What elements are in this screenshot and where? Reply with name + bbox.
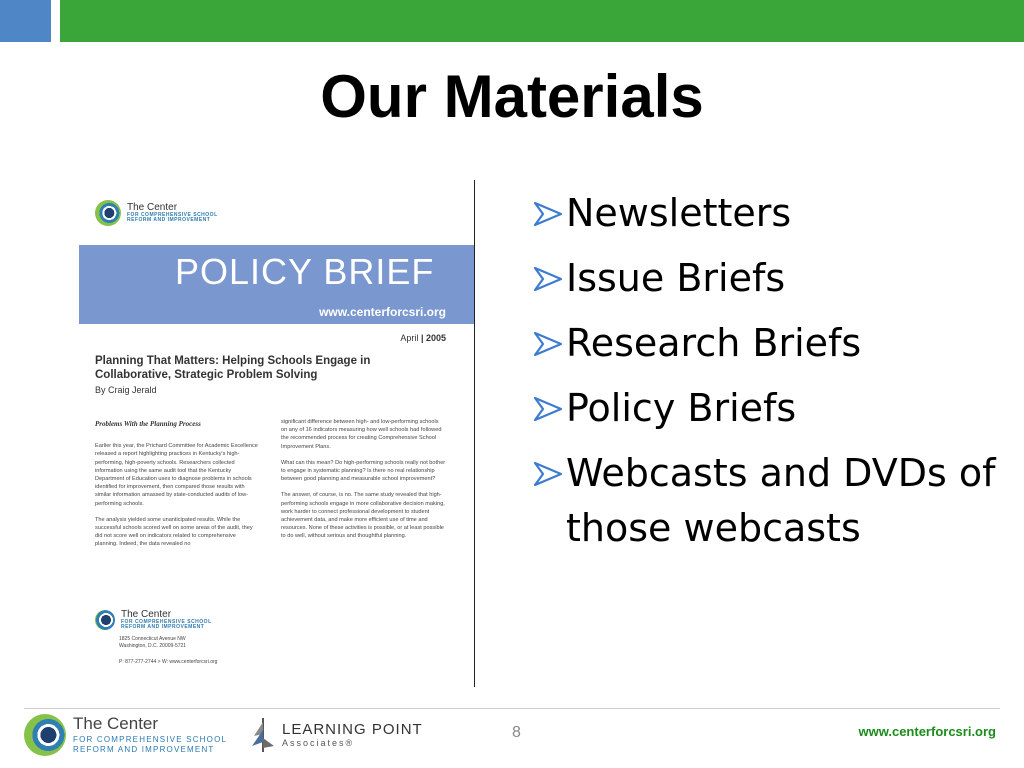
list-item-label: Webcasts and DVDs of those webcasts <box>566 451 996 550</box>
brief-paragraph: What can this mean? Do high-performing schools really not bother to engage in systematic planning? Is there no real relationship between good planning and measurable school improvement? <box>281 459 446 483</box>
footer-logo-name: The Center <box>73 714 159 733</box>
learning-point-sub: Associates® <box>282 738 355 748</box>
footer-logo-sub2: REFORM AND IMPROVEMENT <box>73 745 215 754</box>
list-item-label: Issue Briefs <box>566 256 786 300</box>
brief-paragraph: The analysis yielded some unanticipated results. While the successful schools scored well on some areas of the audit, they did not score well on indicators related to comprehensive planning. Indeed, the data revealed no <box>95 516 253 548</box>
brief-logo-sub2: REFORM AND IMPROVEMENT <box>127 217 211 223</box>
footer-divider <box>24 708 1000 709</box>
brief-header-logo <box>95 200 218 226</box>
brief-logo-sub1: FOR COMPREHENSIVE SCHOOL <box>127 212 218 218</box>
brief-subhead: Problems With the Planning Process <box>95 420 201 428</box>
slide-title: Our Materials <box>320 63 704 130</box>
brief-address <box>119 636 186 650</box>
brief-footer-logo <box>95 610 212 630</box>
policy-brief-thumbnail <box>79 190 474 670</box>
materials-list <box>533 186 1003 566</box>
list-item-label: Newsletters <box>566 191 792 235</box>
list-item-label: Policy Briefs <box>566 386 797 430</box>
list-item <box>533 186 1003 241</box>
divider-line <box>474 180 475 687</box>
arrow-bullet-icon <box>533 186 566 241</box>
brief-paragraph: Earlier this year, the Prichard Committee for Academic Excellence released a report highlighting practices in Kentucky's high-performing, high-poverty schools. Researchers collected information using the same audit tool that the Kentucky Department of Education uses to diagnose problems in schools identified for improvement, then compared those results with similar information amassed by state-conducted audits of low-performing schools. <box>95 443 258 507</box>
learning-point-name: LEARNING POINT <box>282 721 423 738</box>
list-item-label: Research Briefs <box>566 321 862 365</box>
brief-title-band <box>79 245 474 324</box>
brief-date-month: April <box>400 333 419 343</box>
center-footer-logo <box>24 714 227 756</box>
brief-author: By Craig Jerald <box>95 385 157 395</box>
brief-date: April | 2005 <box>400 333 446 343</box>
brief-right-column <box>281 418 446 549</box>
arrow-bullet-icon <box>533 381 566 436</box>
arrow-bullet-icon <box>533 251 566 306</box>
footer-logo-sub1: FOR COMPREHENSIVE SCHOOL <box>73 735 228 744</box>
brief-address-line: 1825 Connecticut Avenue NW <box>119 636 186 642</box>
brief-footer-logo-sub1: FOR COMPREHENSIVE SCHOOL <box>121 619 212 625</box>
brief-date-year: 2005 <box>425 333 446 343</box>
center-logo-icon <box>95 200 121 226</box>
brief-left-column <box>95 420 260 557</box>
page-number: 8 <box>512 724 521 741</box>
brief-paragraph: The answer, of course, is no. The same study revealed that high-performing schools engage in more collaborative decision making, work harder to connect professional development to student achievement data, and make more efficient use of time and resources. None of these activities is possible, or at least possible to do well, without serious and thoughtful planning. <box>281 492 445 540</box>
list-item <box>533 316 1003 371</box>
footer-url-link[interactable]: www.centerforcsri.org <box>858 724 996 739</box>
list-item <box>533 446 1003 556</box>
arrow-bullet-icon <box>533 446 566 501</box>
brief-headline: Planning That Matters: Helping Schools Engage in Collaborative, Strategic Problem Solving <box>95 355 371 381</box>
brief-logo-name: The Center <box>127 202 178 213</box>
list-item <box>533 251 1003 306</box>
list-item <box>533 381 1003 436</box>
brief-footer-logo-name: The Center <box>121 609 172 620</box>
arrow-bullet-icon <box>533 316 566 371</box>
brief-paragraph: significant difference between high- and low-performing schools on any of 16 indicators measuring how well schools had followed the recommended process for creating Comprehensive School Improvement Plans. <box>281 419 442 450</box>
brief-phone: P: 877-277-2744 > W: www.centerforcsri.org <box>119 659 218 665</box>
top-accent-bar-green <box>60 0 1024 42</box>
center-logo-icon <box>24 714 66 756</box>
learning-point-logo <box>250 716 423 754</box>
brief-address-line: Washington, D.C. 20009-5721 <box>119 643 187 649</box>
top-accent-bar-blue <box>0 0 51 42</box>
learning-point-mark-icon <box>250 716 276 754</box>
brief-footer-logo-sub2: REFORM AND IMPROVEMENT <box>121 624 205 630</box>
brief-band-title: POLICY BRIEF <box>175 251 435 292</box>
brief-band-url: www.centerforcsri.org <box>319 305 446 319</box>
center-logo-icon <box>95 610 115 630</box>
